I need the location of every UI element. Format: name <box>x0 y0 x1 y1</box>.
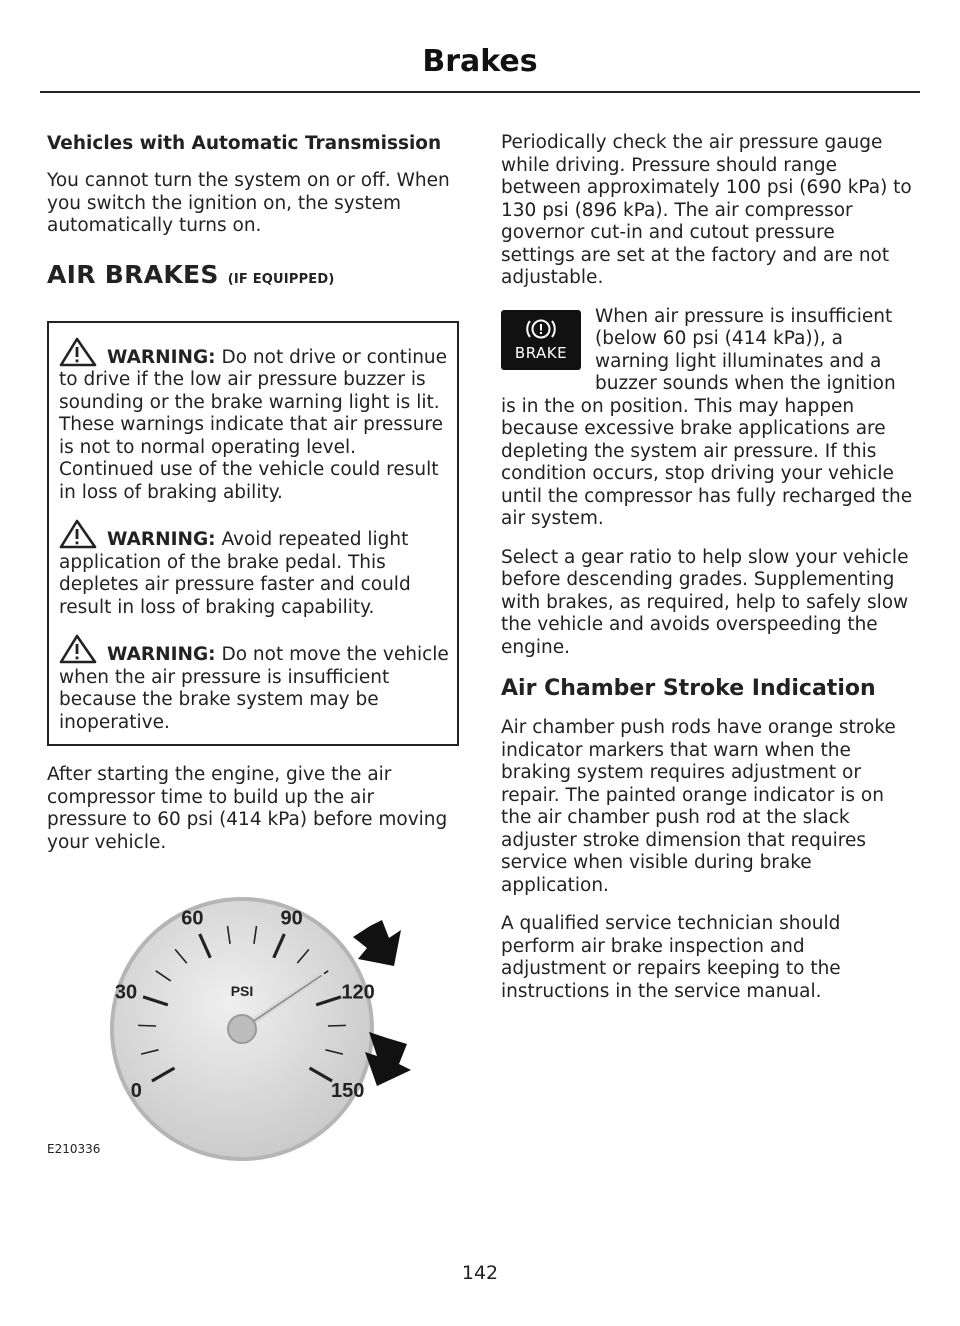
warning-label: WARNING: <box>107 644 216 665</box>
gauge-minor-tick <box>328 1025 346 1026</box>
paragraph-gear-ratio: Select a gear ratio to help slow your vehicle before descending grades. Supplementing with brakes, as required, help to safely slow the vehicle and avoids overspeeding the engine. <box>501 546 909 658</box>
page-title: Brakes <box>422 44 538 79</box>
gauge-scale-label: 120 <box>341 981 375 1004</box>
warning-2 <box>59 519 449 619</box>
warning-text: Do not drive or continue to drive if the low air pressure buzzer is sounding or the brake warning light is lit. These warnings indicate that air pressure is not to normal operating level. Continued use of the vehicle could result in loss of braking ability. <box>59 346 448 503</box>
warning-1 <box>59 337 449 505</box>
section-title-air-brakes <box>47 260 459 295</box>
section-title-text: AIR BRAKES <box>47 259 219 289</box>
paragraph-after-start: After starting the engine, give the air compressor time to build up the air pressure to 60 psi (414 kPa) before moving your vehicle. <box>47 764 448 853</box>
heading-automatic-transmission: Vehicles with Automatic Transmission <box>47 133 442 154</box>
warning-label: WARNING: <box>107 529 216 550</box>
brake-circle-icon <box>525 316 557 342</box>
paragraph-service: A qualified service technician should perform air brake inspection and adjustment or repairs keeping to the instructions in the service manual. <box>501 913 841 1002</box>
heading-stroke-indication: Air Chamber Stroke Indication <box>501 676 876 701</box>
gauge-scale-label: 90 <box>280 907 303 930</box>
gauge-minor-tick <box>138 1025 156 1026</box>
paragraph-push-rods: Air chamber push rods have orange stroke indicator markers that warn when the braking system requires adjustment or repair. The painted orange indicator is on the air chamber push rod at the slack adjuster stroke dimension that requires service when visible during brake application. <box>501 717 896 896</box>
air-pressure-gauge <box>47 884 459 1174</box>
warning-3 <box>59 634 449 734</box>
warning-box <box>47 321 459 747</box>
gauge-scale-label: 60 <box>181 907 204 930</box>
brake-icon-text: BRAKE <box>514 343 568 362</box>
warning-triangle-icon <box>59 519 99 549</box>
gauge-scale-label: 150 <box>330 1080 365 1102</box>
gauge-scale-label: 0 <box>130 1080 142 1102</box>
header-divider <box>40 91 920 93</box>
warning-text: Avoid repeated light application of the brake pedal. This depletes air pressure faster and could result in loss of braking capability. <box>59 529 411 618</box>
arrow-lower-icon <box>365 1032 411 1086</box>
brake-warning-light-icon <box>501 310 581 370</box>
right-column <box>501 132 913 1003</box>
arrow-upper-icon <box>353 920 401 966</box>
air-pressure-gauge-figure <box>47 884 459 1174</box>
paragraph-check-gauge: Periodically check the air pressure gauge while driving. Pressure should range between approximately 100 psi (690 kPa) to 130 psi (896 kPa). The air compressor governor cut-in and cutout pressure settings are set at the factory and are not adjustable. <box>501 132 912 288</box>
figure-code: E210336 <box>47 1142 101 1156</box>
warning-triangle-icon <box>59 634 99 664</box>
warning-label: WARNING: <box>107 346 216 368</box>
warning-triangle-icon <box>59 337 99 367</box>
paragraph-system-auto: You cannot turn the system on or off. When you switch the ignition on, the system automatically turns on. <box>47 170 450 236</box>
paragraph-insufficient-text: When air pressure is insufficient (below 60 psi (414 kPa)), a warning light illuminates and a buzzer sounds when the ignition is in the on position. This may happen because excessive brake applications are depleting the system air pressure. If this condition occurs, stop driving your vehicle until the compressor has fully recharged the air system. <box>501 305 913 529</box>
gauge-unit-label: PSI <box>230 983 254 999</box>
gauge-scale-label: 30 <box>114 981 138 1004</box>
page-number: 142 <box>461 1262 499 1284</box>
gauge-hub <box>228 1015 256 1043</box>
left-column <box>47 132 459 1174</box>
paragraph-insufficient-pressure <box>501 306 913 531</box>
warning-text: Do not move the vehicle when the air pressure is insufficient because the brake system may be inoperative. <box>59 644 449 733</box>
section-title-suffix: (IF EQUIPPED) <box>227 271 335 287</box>
